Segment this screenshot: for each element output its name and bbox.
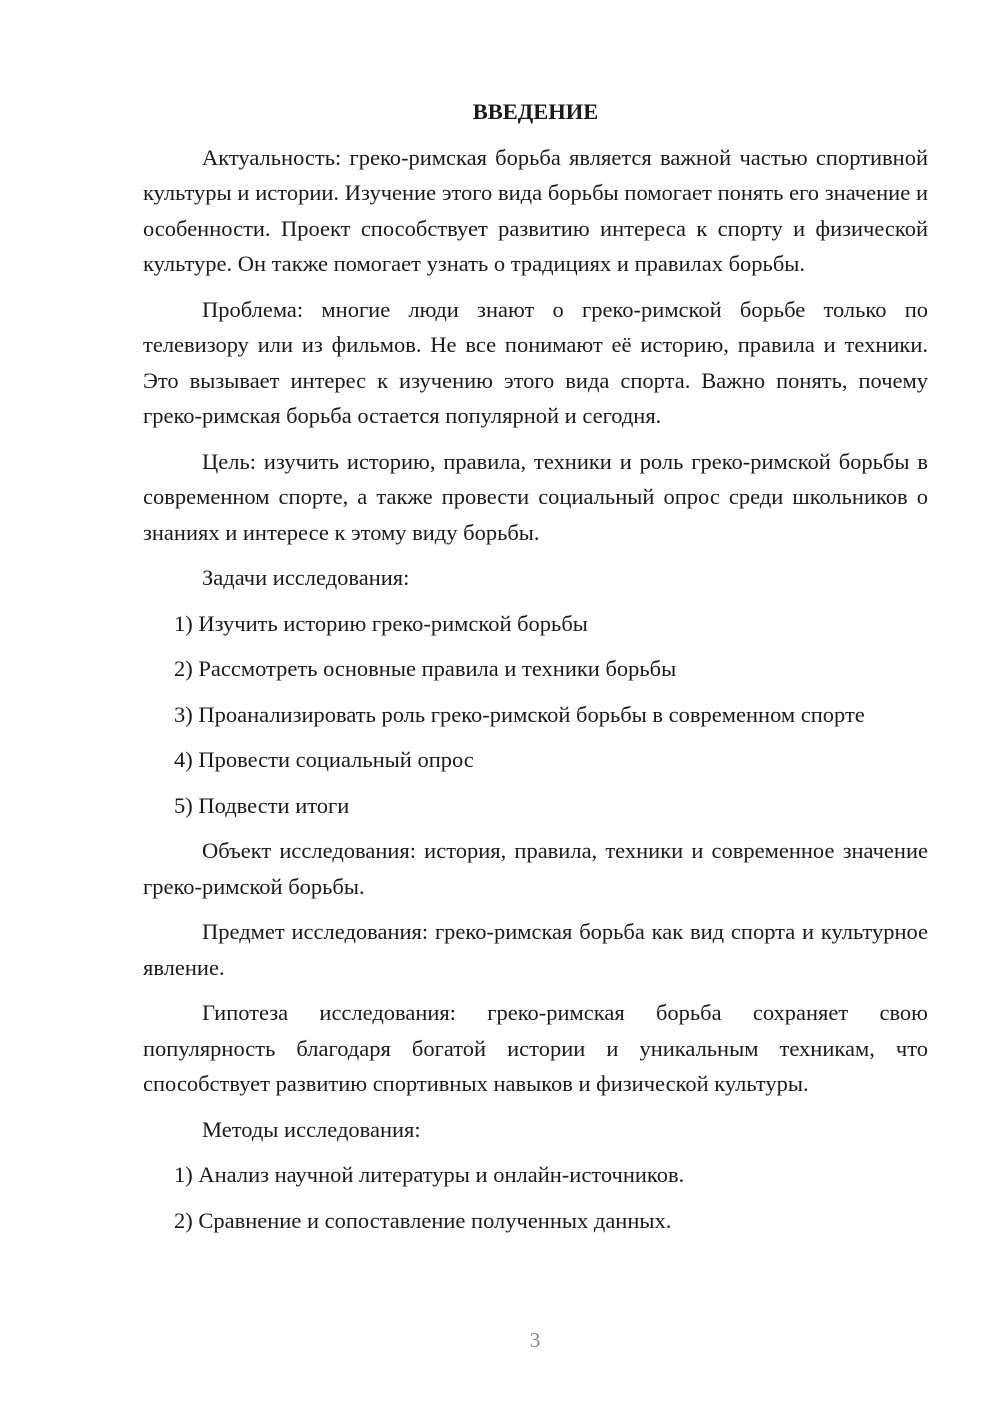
paragraph-subject: Предмет исследования: греко-римская борьба как вид спорта и культурное явление. <box>143 919 928 980</box>
page-title: ВВЕДЕНИЕ <box>472 99 599 124</box>
paragraph-object: Объект исследования: история, правила, техники и современное значение греко-римской борьбы. <box>143 838 928 899</box>
paragraph-hypothesis: Гипотеза исследования: греко-римская борьба сохраняет свою популярность благодаря богатой истории и уникальным техникам, что способствует развитию спортивных навыков и физической культуры. <box>143 1000 928 1096</box>
page-content <box>143 94 928 1248</box>
method-item-2: 2) Сравнение и сопоставление полученных данных. <box>174 1207 672 1233</box>
task-item-2: 2) Рассмотреть основные правила и техники борьбы <box>174 656 677 681</box>
task-item-4: 4) Провести социальный опрос <box>174 747 474 772</box>
task-item-1: 1) Изучить историю греко-римской борьбы <box>174 610 588 636</box>
method-item-1: 1) Анализ научной литературы и онлайн-источников. <box>174 1162 685 1187</box>
page-number: 3 <box>529 1328 541 1352</box>
tasks-heading: Задачи исследования: <box>202 565 410 590</box>
methods-heading: Методы исследования: <box>202 1116 421 1142</box>
task-item-5: 5) Подвести итоги <box>174 792 350 818</box>
paragraph-problem: Проблема: многие люди знают о греко-римской борьбе только по телевизору или из фильмов. Не все понимают её историю, правила и техники. Это вызывает интерес к изучению этого вида спорта. Важно понять, почему греко-римская борьба остается популярной и сегодня. <box>143 296 928 428</box>
task-item-3: 3) Проанализировать роль греко-римской борьбы в современном спорте <box>174 701 865 727</box>
paragraph-goal: Цель: изучить историю, правила, техники и роль греко-римской борьбы в современном спорте, а также провести социальный опрос среди школьников о знаниях и интересе к этому виду борьбы. <box>143 448 928 545</box>
paragraph-relevance: Актуальность: греко-римская борьба является важной частью спортивной культуры и истории. Изучение этого вида борьбы помогает понять его значение и особенности. Проект способствует развитию интереса к спорту и физической культуре. Он также помогает узнать о традициях и правилах борьбы. <box>143 144 928 276</box>
